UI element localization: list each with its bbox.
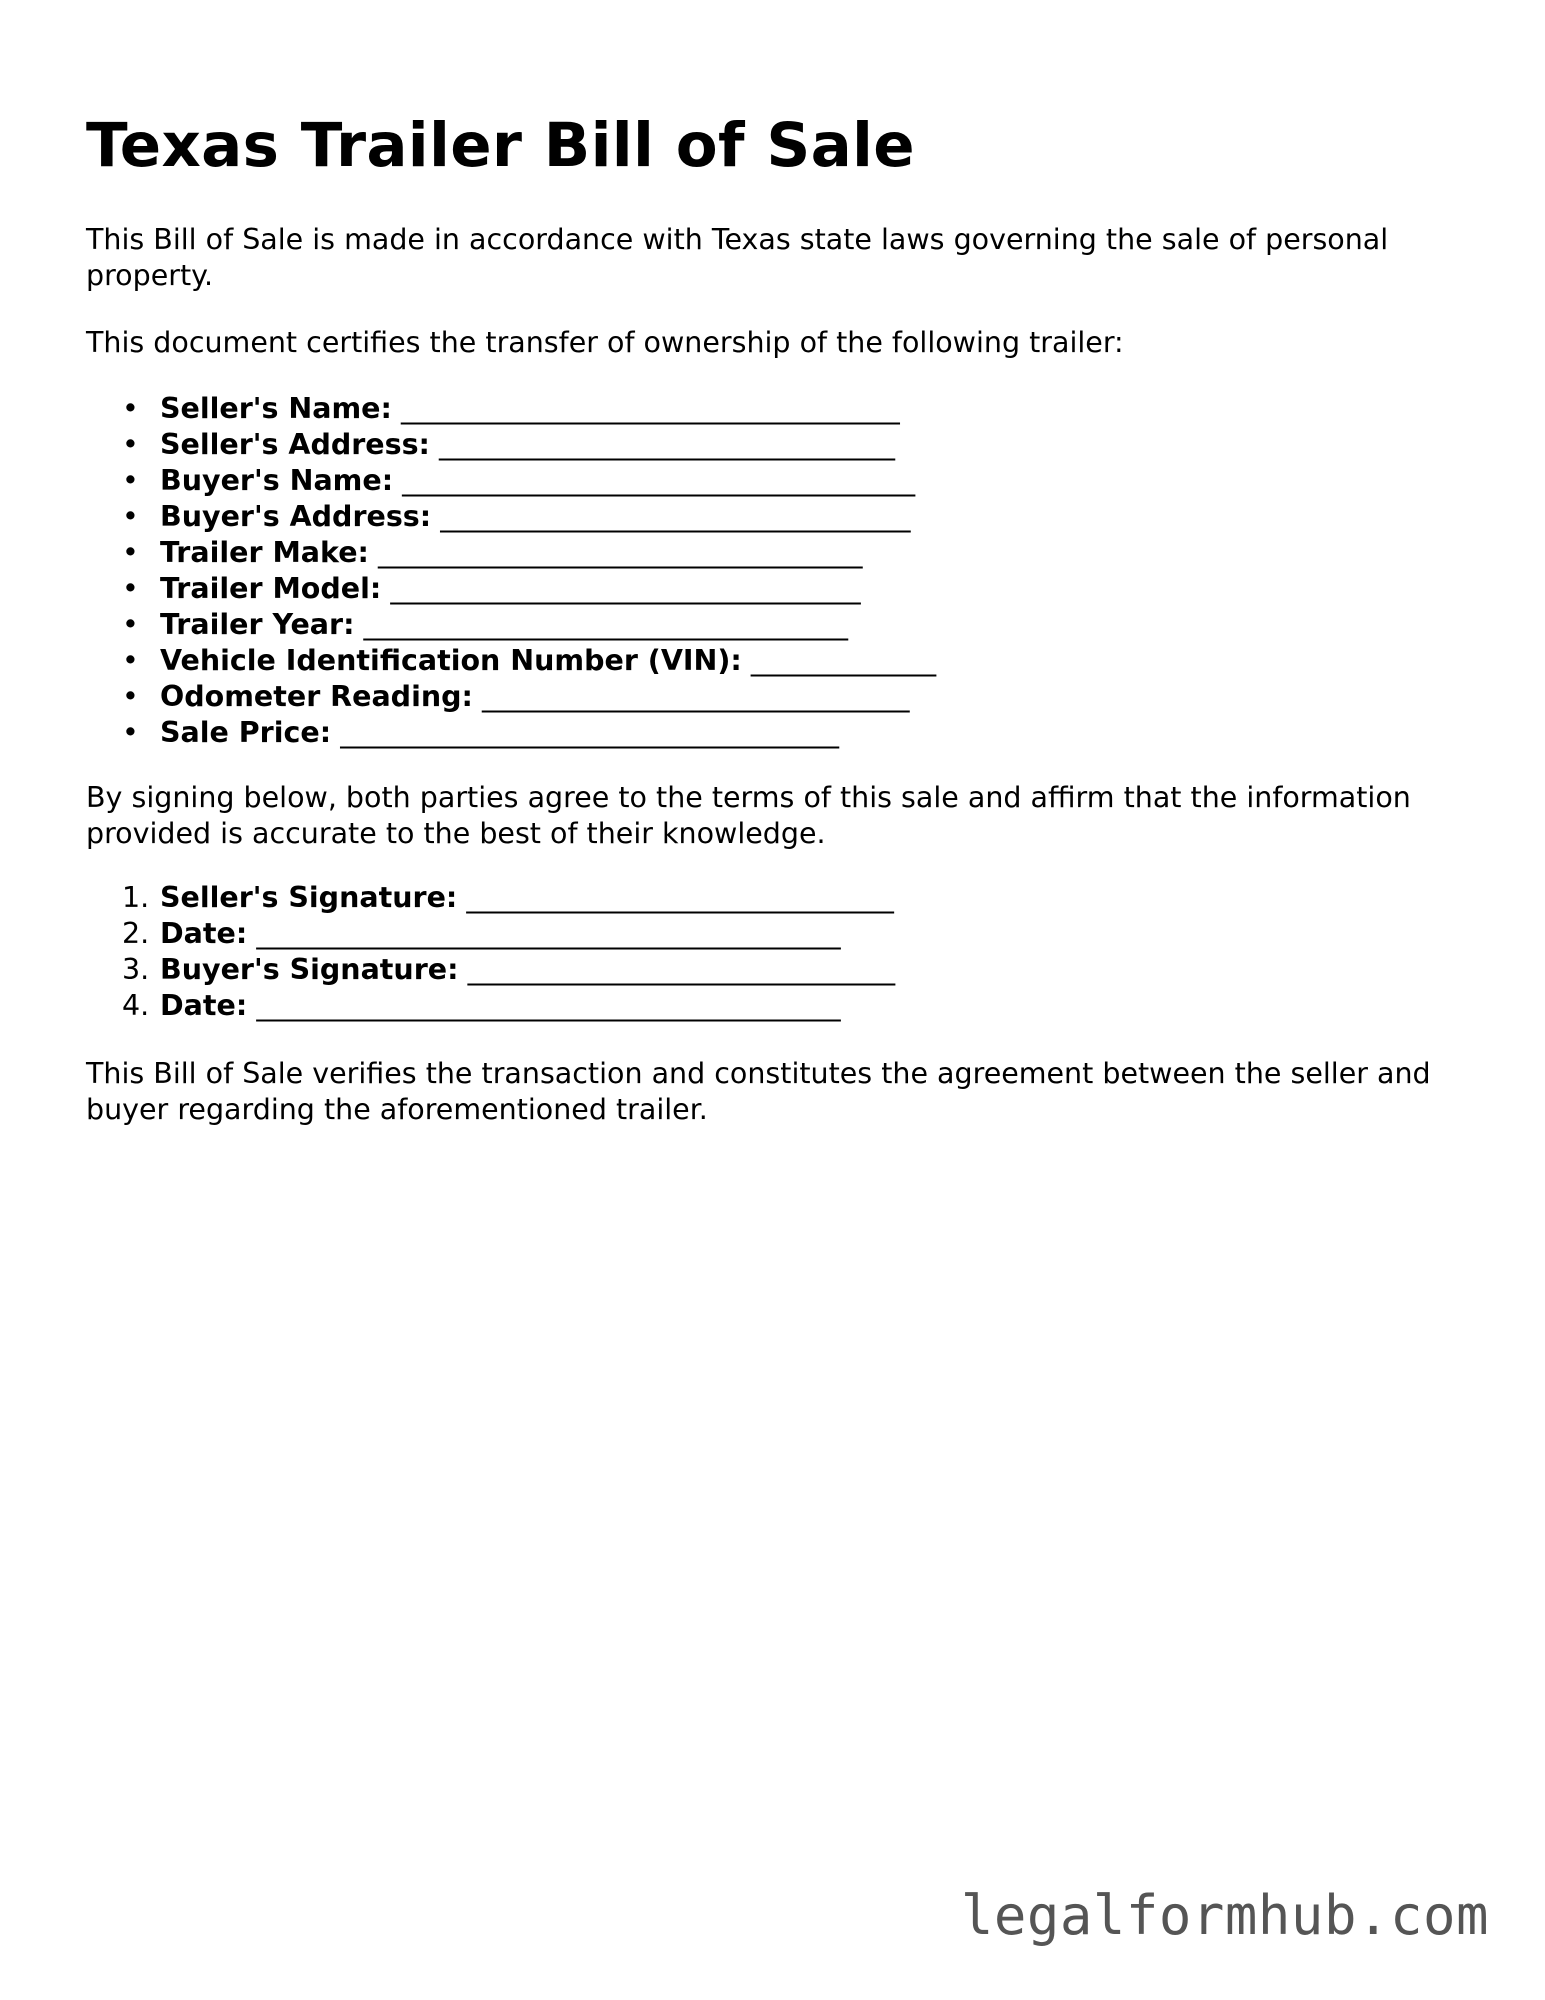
field-blank[interactable]: __________________________________ — [378, 536, 863, 569]
list-number: 3. — [122, 953, 150, 986]
document-title: Texas Trailer Bill of Sale — [86, 110, 915, 181]
field-blank[interactable]: ___________________________________ — [340, 716, 839, 749]
signature-sellers-signature — [86, 880, 895, 916]
signature-blank[interactable]: _________________________________________ — [256, 989, 841, 1022]
field-sellers-address — [86, 427, 936, 463]
closing-paragraph: This Bill of Sale verifies the transaction and constitutes the agreement between the seller and buyer regarding the aforementioned trailer. — [86, 1057, 1431, 1126]
signature-buyer-date — [86, 988, 895, 1024]
bullet-marker: • — [122, 608, 139, 641]
watermark: legalformhub.com — [960, 1884, 1489, 1947]
signature-label: Date: — [160, 989, 248, 1022]
field-label: Buyer's Address: — [160, 500, 432, 533]
bullet-marker: • — [122, 428, 139, 461]
field-blank[interactable]: ______________________________ — [482, 680, 910, 713]
field-blank[interactable]: _________________________________ — [390, 572, 861, 605]
field-blank[interactable]: _____________ — [750, 644, 937, 677]
signature-label: Seller's Signature: — [160, 881, 458, 914]
field-blank[interactable]: ___________________________________ — [400, 392, 900, 425]
field-buyers-name — [86, 463, 936, 499]
bullet-marker: • — [122, 644, 139, 677]
signature-buyers-signature — [86, 952, 895, 988]
bullet-marker: • — [122, 680, 139, 713]
field-label: Buyer's Name: — [160, 464, 394, 497]
signature-label: Buyer's Signature: — [160, 953, 459, 986]
field-blank[interactable]: ____________________________________ — [402, 464, 916, 497]
bullet-marker: • — [122, 392, 139, 425]
field-sale-price — [86, 715, 936, 751]
field-buyers-address — [86, 499, 936, 535]
field-label: Sale Price: — [160, 716, 332, 749]
signature-list — [86, 880, 895, 1024]
signature-blank[interactable]: ______________________________ — [467, 953, 896, 986]
field-vin — [86, 643, 936, 679]
signature-blank[interactable]: _________________________________________ — [256, 917, 841, 950]
field-label: Trailer Year: — [160, 608, 355, 641]
signature-seller-date — [86, 916, 895, 952]
field-label: Seller's Address: — [160, 428, 430, 461]
bullet-marker: • — [122, 464, 139, 497]
signature-label: Date: — [160, 917, 248, 950]
field-odometer-reading — [86, 679, 936, 715]
list-number: 1. — [122, 881, 150, 914]
field-label: Seller's Name: — [160, 392, 392, 425]
field-trailer-make — [86, 535, 936, 571]
field-label: Odometer Reading: — [160, 680, 473, 713]
field-label: Trailer Make: — [160, 536, 369, 569]
field-sellers-name — [86, 391, 936, 427]
trailer-fields-list — [86, 391, 936, 751]
certify-paragraph: This document certifies the transfer of ownership of the following trailer: — [86, 326, 1124, 359]
field-blank[interactable]: __________________________________ — [363, 608, 849, 641]
bullet-marker: • — [122, 500, 139, 533]
bullet-marker: • — [122, 572, 139, 605]
field-blank[interactable]: _________________________________ — [440, 500, 911, 533]
bullet-marker: • — [122, 716, 139, 749]
field-label: Vehicle Identification Number (VIN): — [160, 644, 742, 677]
list-number: 4. — [122, 989, 150, 1022]
intro-paragraph: This Bill of Sale is made in accordance with Texas state laws governing the sale of personal property. — [86, 223, 1389, 292]
signature-blank[interactable]: ______________________________ — [466, 881, 894, 914]
field-label: Trailer Model: — [160, 572, 382, 605]
field-blank[interactable]: ________________________________ — [439, 428, 896, 461]
agreement-paragraph: By signing below, both parties agree to the terms of this sale and affirm that the information provided is accurate to the best of their knowledge. — [86, 781, 1411, 850]
list-number: 2. — [122, 917, 150, 950]
field-trailer-model — [86, 571, 936, 607]
field-trailer-year — [86, 607, 936, 643]
bullet-marker: • — [122, 536, 139, 569]
